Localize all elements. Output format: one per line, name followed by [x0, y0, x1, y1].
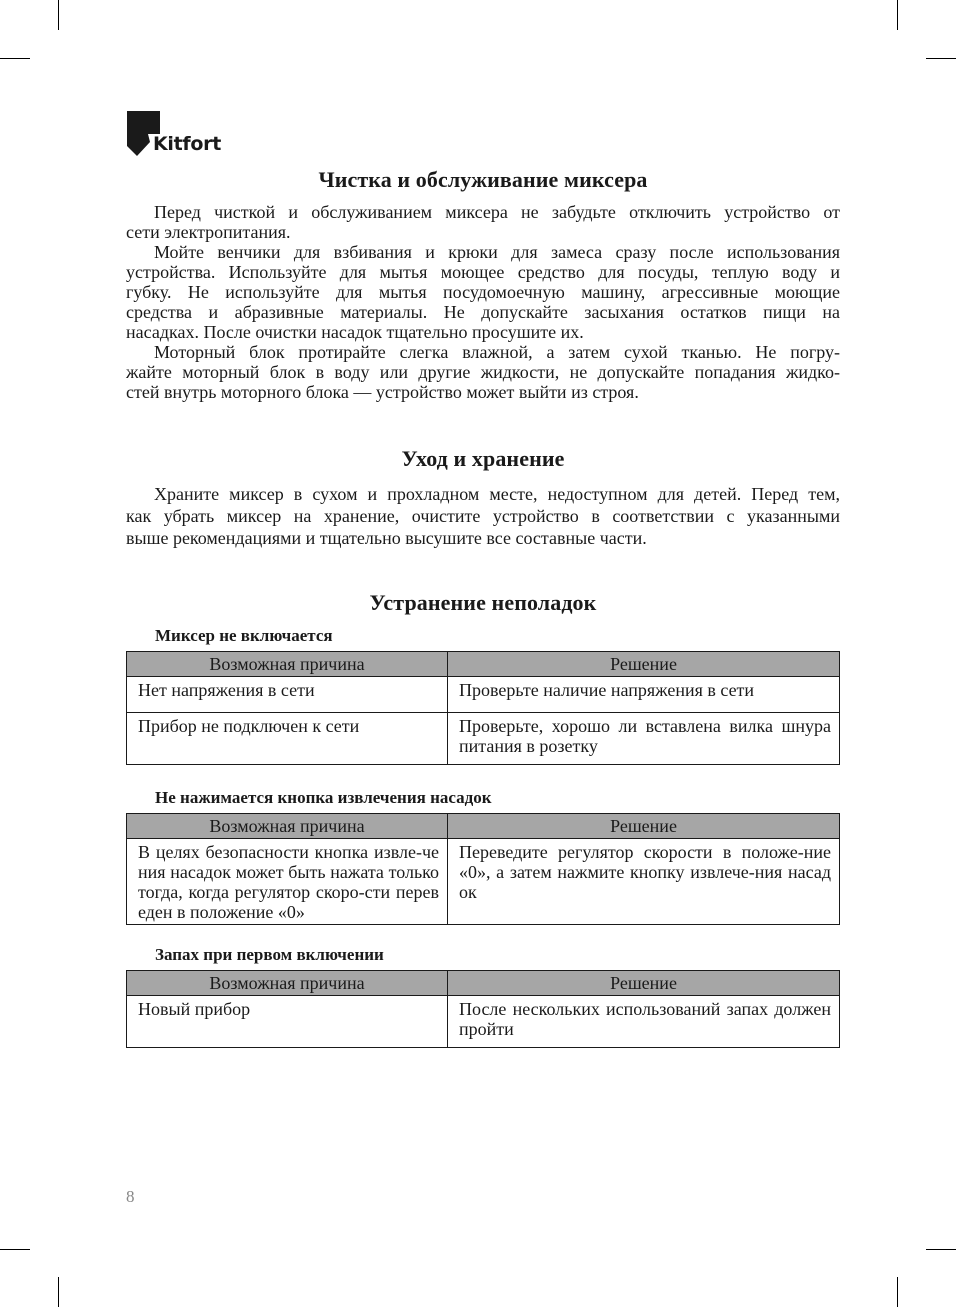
text-line: средства и абразивные материалы. Не допускайте засыхания остатков пищи на [126, 302, 840, 322]
text-line: Храните миксер в сухом и прохладном месте, недоступном для детей. Перед тем, [154, 484, 840, 504]
table-row [127, 713, 840, 765]
text-line: сети электропитания. [126, 222, 291, 242]
troubleshooting-table-3 [126, 970, 840, 1048]
solution-cell [448, 839, 840, 925]
table-header-row [127, 814, 840, 839]
table-subtitle: Не нажимается кнопка извлечения насадок [155, 788, 492, 807]
column-header-cause: Возможная причина [127, 652, 448, 677]
troubleshooting-table-2 [126, 813, 840, 925]
text-line: выше рекомендациями и тщательно высушите все составные части. [126, 528, 647, 548]
text-line: Мойте венчики для взбивания и крюки для замеса сразу после использования [154, 242, 840, 262]
text-line: как убрать миксер на хранение, очистите устройство в соответствии с указанными [126, 506, 840, 526]
crop-mark [0, 1249, 30, 1250]
table-header-row [127, 652, 840, 677]
cause-cell: Нет напряжения в сети [127, 677, 448, 713]
text-line: Моторный блок протирайте слегка влажной, а затем сухой тканью. Не погру- [154, 342, 840, 362]
section-title-storage: Уход и хранение [401, 446, 565, 471]
table-subtitle: Запах при первом включении [155, 945, 384, 964]
page-number: 8 [126, 1187, 135, 1206]
column-header-solution: Решение [448, 971, 840, 996]
text-line: Перед чисткой и обслуживанием миксера не забудьте отключить устройство от [154, 202, 840, 222]
cleaning-paragraph-1 [126, 202, 840, 242]
text-line: стей внутрь моторного блока — устройство может выйти из строя. [126, 382, 639, 402]
table-subtitle: Миксер не включается [155, 626, 333, 645]
section-title-troubleshooting: Устранение неполадок [369, 590, 597, 615]
text-line: насадках. После очистки насадок тщательно просушите их. [126, 322, 584, 342]
cause-cell [127, 839, 448, 925]
column-header-solution: Решение [448, 652, 840, 677]
crop-mark [926, 58, 956, 59]
table-row [127, 996, 840, 1048]
table-header-row [127, 971, 840, 996]
crop-mark [926, 1249, 956, 1250]
brand-logo [126, 110, 226, 160]
crop-mark [897, 1277, 898, 1307]
text-line: устройства. Используйте для мытья моющее средство для посуды, теплую воду и [126, 262, 840, 282]
crop-mark [897, 0, 898, 30]
text-line: губку. Не используйте для мытья посудомоечную машину, агрессивные моющие [126, 282, 840, 302]
solution-text: Переведите регулятор скорости в положе-ние «0», а затем нажмите кнопку извлече-ния насадок [459, 842, 831, 902]
solution-cell: Проверьте, хорошо ли вставлена вилка шнура питания в розетку [448, 713, 840, 765]
cause-text: В целях безопасности кнопка извле-чения насадок может быть нажата только тогда, когда регулятор скоро-сти переведен в положение «0» [138, 842, 439, 922]
table-row [127, 677, 840, 713]
table-row [127, 839, 840, 925]
section-title-cleaning: Чистка и обслуживание миксера [318, 167, 648, 192]
crop-mark [58, 0, 59, 30]
cleaning-paragraph-2 [126, 242, 840, 342]
cause-cell: Прибор не подключен к сети [127, 713, 448, 765]
column-header-solution: Решение [448, 814, 840, 839]
solution-cell: Проверьте наличие напряжения в сети [448, 677, 840, 713]
crop-mark [58, 1277, 59, 1307]
text-line: жайте моторный блок в воду или другие жидкости, не допускайте попадания жидко- [126, 362, 840, 382]
solution-cell: После нескольких использований запах должен пройти [448, 996, 840, 1048]
storage-paragraph [126, 483, 840, 549]
brand-name: Kitfort [153, 133, 221, 155]
cause-cell: Новый прибор [127, 996, 448, 1048]
crop-mark [0, 58, 30, 59]
troubleshooting-table-1 [126, 651, 840, 765]
column-header-cause: Возможная причина [127, 814, 448, 839]
cleaning-paragraph-3 [126, 342, 840, 402]
column-header-cause: Возможная причина [127, 971, 448, 996]
